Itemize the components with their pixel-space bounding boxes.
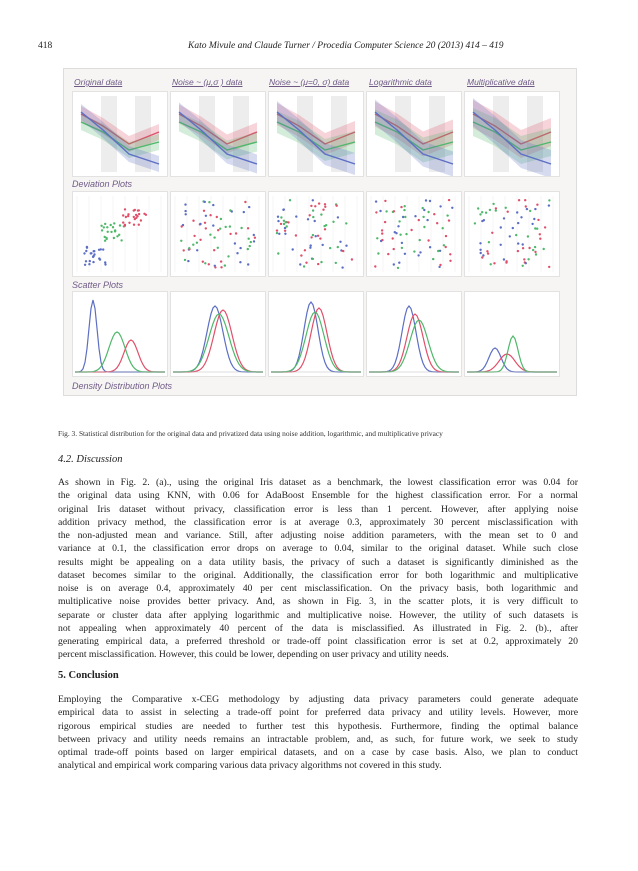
text-line: between privacy and utility needs remains an intractable problem, and, as such, for future work, we seek to study (58, 733, 578, 745)
section-5-paragraph (58, 693, 578, 773)
deviation-plot-noise-zero-mean (268, 91, 364, 177)
scatter-plot-multiplicative (464, 191, 560, 277)
row-title-density: Density Distribution Plots (72, 381, 173, 391)
section-4-2-heading: 4.2. Discussion (58, 454, 123, 465)
panel-title-noise-mu-sigma: Noise ~ (μ,σ ) data (172, 77, 243, 87)
panel-title-multiplicative: Multiplicative data (467, 77, 535, 87)
text-line: the original data using KNN, with 0.06 for AdaBoost Ensemble for the highest classification error. For a normal (58, 490, 578, 502)
running-head: Kato Mivule and Claude Turner / Procedia Computer Science 20 (2013) 414 – 419 (188, 41, 504, 51)
page-number: 418 (38, 41, 53, 51)
panel-title-logarithmic: Logarithmic data (369, 77, 432, 87)
text-line: multiplicative noise provides better privacy. And, as shown in Fig. 3, in the scatter plots, it is very difficult to (58, 596, 578, 608)
density-plot-noise-mu-sigma (170, 291, 266, 377)
deviation-plot-logarithmic (366, 91, 462, 177)
density-plot-original (72, 291, 168, 377)
panel-title-original: Original data (74, 77, 123, 87)
row-title-deviation: Deviation Plots (72, 179, 133, 189)
deviation-plot-noise-mu-sigma (170, 91, 266, 177)
scatter-plot-noise-mu-sigma (170, 191, 266, 277)
text-line: As shown in Fig. 2. (a)., using the original Iris dataset as a benchmark, the lowest classification error was 0.04 for (58, 477, 578, 488)
density-plot-noise-zero-mean (268, 291, 364, 377)
text-line: the non-adjusted mean and variance. Still, after adjusting noise addition parameters, with the mean set to 0 and (58, 530, 578, 541)
deviation-plot-original (72, 91, 168, 177)
text-line: percent misclassification. However, this could be lower, depending on user privacy and utility needs. (58, 649, 449, 661)
density-plot-logarithmic (366, 291, 462, 377)
density-plot-multiplicative (464, 291, 560, 377)
text-line: empirical data to assist in selecting a trade-off point for preferred data privacy and utility levels. However, more (58, 707, 578, 719)
panel-title-noise-zero-mean: Noise ~ (μ=0, σ) data (269, 77, 350, 87)
text-line: Employing the Comparative x-CEG methodology by adjusting data privacy parameters could generate adequate (58, 694, 578, 705)
scatter-plot-noise-zero-mean (268, 191, 364, 277)
text-line: separate or cluster data after applying logarithmic and multiplicative noise. However, the utility of such datasets is (58, 609, 578, 621)
scatter-plot-logarithmic (366, 191, 462, 277)
scatter-plot-original (72, 191, 168, 277)
deviation-plot-multiplicative (464, 91, 560, 177)
text-line: optimal trade-off points based on larger empirical datasets, and on a case by case basis. Also, we plan to conduct (58, 747, 578, 758)
section-5-heading: 5. Conclusion (58, 670, 119, 681)
text-line: generating empirical data, a preferred threshold or trade-off point classification error is set at 0.2, approximately 20 (58, 636, 578, 647)
text-line: rigorous empirical studies are needed to further test this hypothesis. Furthermore, finding the optimal balance (58, 720, 578, 732)
text-line: original Iris dataset without privacy, classification error is less than 1 percent. However, after applying noise (58, 503, 578, 515)
text-line: variance at 0.1, the classification error drops on average to 0.04, similar to the original dataset. While such close (58, 543, 578, 555)
text-line: dataset becomes similar to the original. Additionally, the classification error for both logarithmic and multiplicative (58, 569, 578, 581)
text-line: noise is on average 0.4, approximately 40 per cent misclassification. On the privacy basis, both logarithmic and (58, 583, 578, 594)
section-4-2-paragraph (58, 476, 578, 662)
text-line: results might be appealing on a data utility basis, the privacy of such a dataset is significantly diminished as the (58, 556, 578, 568)
text-line: analytical and empirical work comparing various data privacy algorithms not covered in this study. (58, 760, 442, 772)
text-line: not appealing when approximately 40 percent of the data is misclassified. As illustrated in Fig. 2. (b)., after (58, 622, 578, 634)
figure-caption: Fig. 3. Statistical distribution for the original data and privatized data using noise addition, logarithmic, and multiplicative privacy (58, 429, 443, 438)
text-line: addition privacy method, the classification error is at average 0.3, approximately 30 percent misclassification with (58, 516, 578, 528)
page-header (38, 41, 598, 55)
figure-3 (63, 68, 577, 396)
row-title-scatter: Scatter Plots (72, 280, 124, 290)
